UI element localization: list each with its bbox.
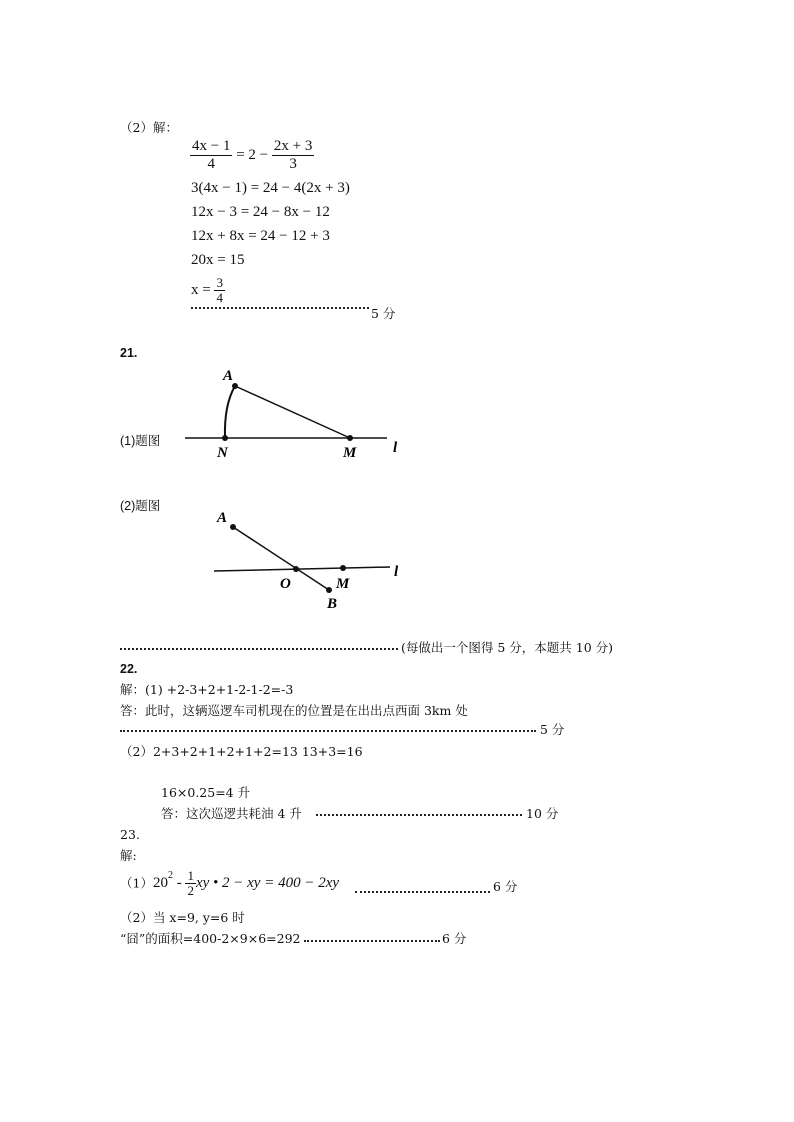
- q23-score2: 6 分: [442, 931, 467, 946]
- line-l-fig2: [214, 567, 390, 571]
- q20-equation-line5: 20x = 15: [191, 252, 245, 268]
- label-a-fig1: A: [223, 368, 234, 384]
- fraction-denominator: 2: [187, 883, 194, 898]
- fraction-denominator: 4: [207, 156, 215, 172]
- label-n: N: [217, 445, 228, 461]
- fraction-numerator: 4x − 1: [192, 138, 231, 154]
- label-l-fig2: l: [394, 564, 399, 580]
- q20-part2-header: （2）解：: [120, 120, 178, 135]
- q21-fig2-caption: (2)题图: [120, 499, 161, 513]
- q20-equation-line2: 3(4x − 1) = 24 − 4(2x + 3): [191, 180, 350, 196]
- exponent: 2: [167, 870, 173, 881]
- fraction-numerator: 2x + 3: [273, 138, 313, 154]
- point-m-fig1: [347, 435, 353, 441]
- label-m-fig1: M: [343, 445, 357, 461]
- q22-calc: 16×0.25=4 升: [161, 785, 251, 800]
- q21-fig1-caption: (1)题图: [120, 434, 161, 448]
- q22-score1: 5 分: [540, 722, 565, 737]
- dotted-leader: [304, 940, 440, 942]
- q23-solve: 解:: [120, 848, 137, 863]
- base-number: 20: [152, 875, 168, 891]
- q22-answer1: 答：此时，这辆巡逻车司机现在的位置是在出出点西面 3km 处: [120, 703, 468, 718]
- fraction-denominator: 3: [289, 156, 297, 172]
- equation-middle: = 2 −: [232, 146, 272, 163]
- fraction-numerator: 1: [187, 868, 194, 883]
- q22-score2: 10 分: [526, 806, 559, 821]
- arc-an: [225, 386, 235, 438]
- minus-sign: -: [172, 875, 186, 891]
- expression-rest: xy • 2 − xy = 400 − 2xy: [195, 875, 340, 891]
- point-o: [293, 566, 299, 572]
- dotted-leader: [355, 891, 490, 893]
- label-m-fig2: M: [336, 576, 350, 592]
- q23-part1: [120, 869, 339, 898]
- fraction-numerator: 3: [216, 275, 223, 290]
- q22-answer2: 答：这次巡逻共耗油 4 升: [161, 806, 302, 821]
- segment-am: [235, 386, 350, 438]
- q23-area: “囧”的面积=400-2×9×6=292: [120, 931, 301, 946]
- point-m-fig2: [340, 565, 346, 571]
- dotted-leader: [120, 648, 398, 650]
- q20-equation-line3: 12x − 3 = 24 − 8x − 12: [191, 204, 330, 220]
- label-l-fig1: l: [393, 440, 398, 456]
- q21-number: 21.: [120, 346, 138, 360]
- q23-number: 23.: [120, 827, 140, 842]
- q23-part2: （2）当 x=9, y=6 时: [120, 910, 245, 925]
- q22-number: 22.: [120, 662, 138, 676]
- point-b: [326, 587, 332, 593]
- label-b: B: [327, 596, 338, 612]
- equation-lhs: x =: [191, 281, 215, 298]
- q20-equation-line4: 12x + 8x = 24 − 12 + 3: [191, 228, 330, 244]
- q23-score1: 6 分: [493, 879, 518, 894]
- point-n: [222, 435, 228, 441]
- q20-score: 5 分: [371, 306, 396, 321]
- label-o: O: [280, 576, 291, 592]
- part-prefix: （1）: [120, 875, 153, 891]
- fraction: [185, 869, 196, 898]
- point-a-fig2: [230, 524, 236, 530]
- dotted-leader: [316, 814, 522, 816]
- fraction-denominator: 4: [216, 290, 223, 305]
- q22-part2: （2）2+3+2+1+2+1+2=13 13+3=16: [120, 744, 363, 759]
- q21-score: (每做出一个图得 5 分，本题共 10 分): [401, 640, 614, 655]
- q22-part1: 解：(1) +2-3+2+1-2-1-2=-3: [120, 682, 294, 697]
- dotted-leader: [120, 730, 536, 732]
- label-a-fig2: A: [217, 510, 228, 526]
